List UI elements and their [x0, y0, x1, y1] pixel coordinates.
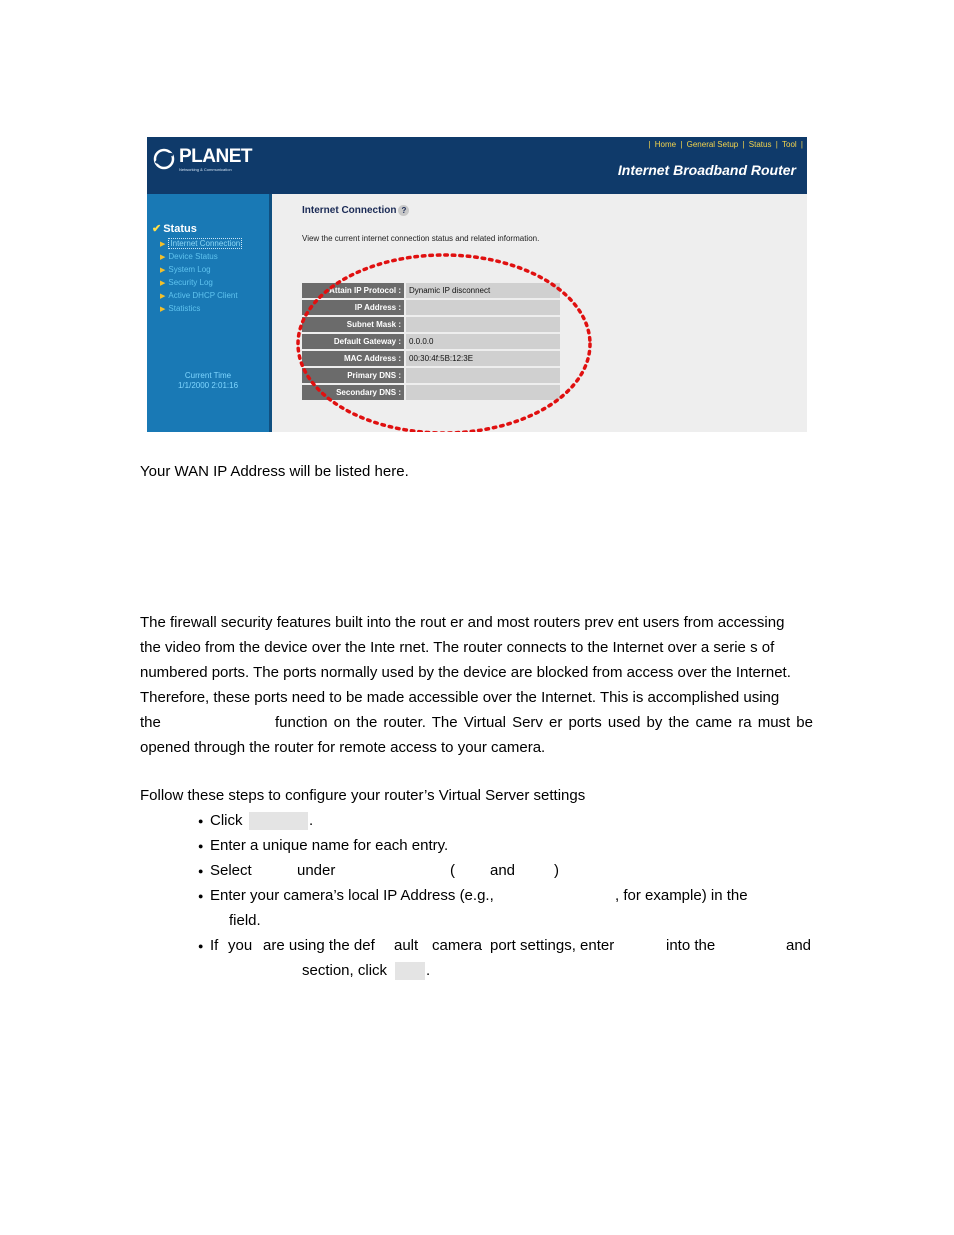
info-label: MAC Address : [302, 351, 404, 366]
paragraph-line: The firewall security features built into the rout er and most routers prev ent users from accessing [140, 614, 785, 631]
info-label: Subnet Mask : [302, 317, 404, 332]
sidebar-item-device-status[interactable]: ▶ Device Status [160, 252, 218, 261]
info-value: 0.0.0.0 [404, 334, 560, 349]
step-4-mid: , for example) in the [615, 887, 748, 904]
step-5-camera: camera [432, 937, 483, 954]
figure-caption: Your WAN IP Address will be listed here. [140, 463, 409, 480]
paragraph-line: the function on the router. The Virtual Serv er ports used by the came ra must be [140, 714, 813, 731]
info-label: Attain IP Protocol : [302, 283, 404, 298]
arrow-right-icon: ▶ [160, 254, 166, 261]
step-1-text: Click [210, 812, 243, 829]
paragraph-line: the video from the device over the Inte rnet. The router connects to the Internet over a serie s of [140, 639, 775, 656]
arrow-right-icon: ▶ [160, 280, 166, 287]
info-label: Secondary DNS : [302, 385, 404, 400]
product-name: Internet Broadband Router [617, 162, 796, 178]
page-title: Internet Connection ? [302, 205, 409, 216]
sidebar-item-security-log[interactable]: ▶ Security Log [160, 278, 213, 287]
step-3-and: and [490, 862, 516, 879]
brand-name: PLANET [179, 146, 252, 167]
paragraph-line: Therefore, these ports need to be made accessible over the Internet. This is accomplished using [140, 689, 780, 706]
arrow-right-icon: ▶ [160, 293, 166, 300]
step-3-open-paren: ( [450, 862, 455, 879]
checkmark-icon: ✔ [152, 223, 162, 235]
step-5-and: and [786, 937, 812, 954]
info-label: IP Address : [302, 300, 404, 315]
step-5-if: If [210, 937, 219, 954]
page-description: View the current internet connection status and related information. [302, 234, 540, 243]
paragraph-line: numbered ports. The ports normally used by the device are blocked from access over the Internet. [140, 664, 791, 681]
step-3-under: under [297, 862, 336, 879]
current-time-label: Current Time [184, 371, 232, 380]
redacted-term [249, 812, 308, 830]
bullet: ● [198, 891, 204, 901]
info-value: 00:30:4f:5B:12:3E [404, 351, 560, 366]
nav-home[interactable]: Home [654, 140, 677, 149]
highlight-ellipse [147, 137, 807, 432]
step-5-into: into the [666, 937, 716, 954]
sidebar-section-label: Status [163, 223, 197, 235]
step-5-period: . [426, 962, 431, 979]
info-label: Default Gateway : [302, 334, 404, 349]
step-2-text: Enter a unique name for each entry. [210, 837, 449, 854]
paragraph-line: opened through the router for remote access to your camera. [140, 739, 546, 756]
steps-intro: Follow these steps to configure your router’s Virtual Server settings [140, 787, 586, 804]
brand-tagline: Networking & Communication [179, 167, 232, 172]
info-value: Dynamic IP disconnect [404, 283, 560, 298]
step-5-you: you [228, 937, 253, 954]
sidebar-item-internet-connection[interactable]: ▶ Internet Connection [160, 239, 241, 248]
step-1-period: . [309, 812, 314, 829]
top-nav: | Home | General Setup | Status | Tool | [648, 140, 803, 149]
step-5-ault: ault [394, 937, 419, 954]
step-4-end: field. [229, 912, 261, 929]
bullet: ● [198, 866, 204, 876]
nav-general-setup[interactable]: General Setup [686, 140, 739, 149]
step-5-port: port settings, enter [490, 937, 615, 954]
current-time-value: 1/1/2000 2:01:16 [177, 381, 239, 390]
sidebar-item-statistics[interactable]: ▶ Statistics [160, 304, 201, 313]
arrow-right-icon: ▶ [160, 241, 166, 248]
nav-status[interactable]: Status [748, 140, 772, 149]
step-5-section: section, click [302, 962, 388, 979]
bullet: ● [198, 816, 204, 826]
step-3-close-paren: ) [554, 862, 559, 879]
bullet: ● [198, 941, 204, 951]
router-screenshot [147, 137, 807, 432]
info-label: Primary DNS : [302, 368, 404, 383]
arrow-right-icon: ▶ [160, 306, 166, 313]
nav-tool[interactable]: Tool [782, 140, 797, 149]
step-5-using: are using the def [263, 937, 375, 954]
step-3-select: Select [210, 862, 252, 879]
redacted-term [395, 962, 425, 980]
step-4-text: Enter your camera’s local IP Address (e.g., [210, 887, 494, 904]
firewall-paragraph [140, 610, 813, 760]
sidebar-item-active-dhcp-client[interactable]: ▶ Active DHCP Client [160, 291, 238, 300]
sidebar-item-system-log[interactable]: ▶ System Log [160, 265, 211, 274]
bullet: ● [198, 841, 204, 851]
arrow-right-icon: ▶ [160, 267, 166, 274]
help-icon[interactable]: ? [398, 205, 409, 216]
